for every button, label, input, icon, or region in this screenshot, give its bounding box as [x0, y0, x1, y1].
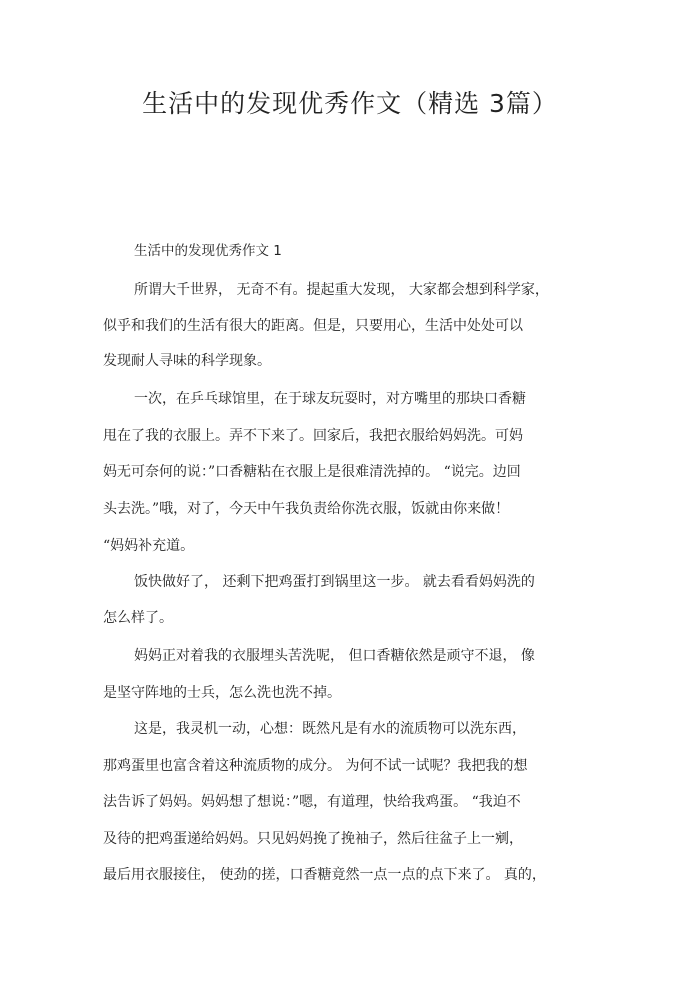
- paragraph-line: 是坚守阵地的士兵，怎么洗也洗不掉。: [103, 685, 341, 701]
- paragraph-line: 那鸡蛋里也富含着这种流质物的成分。 为何不试一试呢？我把我的想: [103, 758, 528, 774]
- paragraph-line: 法告诉了妈妈。妈妈想了想说：”嗯，有道理，快给我鸡蛋。 “我迫不: [103, 794, 521, 810]
- paragraph-line: 发现耐人寻味的科学现象。: [103, 353, 271, 369]
- paragraph-line: 最后用衣服接住， 使劲的搓，口香糖竟然一点一点的点下来了。 真的，: [103, 867, 546, 883]
- paragraph-line: 所谓大千世界， 无奇不有。提起重大发现， 大家都会想到科学家，: [134, 282, 549, 298]
- paragraph-line: 头去洗。”哦，对了，今天中午我负责给你洗衣服，饭就由你来做！: [103, 501, 510, 517]
- document-title: 生活中的发现优秀作文（精选 3篇）: [142, 89, 558, 118]
- paragraph-line: 似乎和我们的生活有很大的距离。但是，只要用心，生活中处处可以: [103, 318, 523, 334]
- paragraph-line: 这是，我灵机一动，心想：既然凡是有水的流质物可以洗东西，: [134, 721, 526, 737]
- paragraph-line: 饭快做好了， 还剩下把鸡蛋打到锅里这一步。 就去看看妈妈洗的: [134, 574, 535, 590]
- paragraph-line: 一次，在乒乓球馆里，在于球友玩耍时，对方嘴里的那块口香糖: [134, 391, 526, 407]
- paragraph-line: 妈妈正对着我的衣服埋头苦洗呢， 但口香糖依然是顽守不退， 像: [134, 648, 535, 664]
- paragraph-line: “妈妈补充道。: [103, 538, 195, 554]
- paragraph-line: 及待的把鸡蛋递给妈妈。只见妈妈挽了挽袖子，然后往盆子上一剜，: [103, 831, 523, 847]
- essay-heading: 生活中的发现优秀作文 1: [134, 243, 282, 259]
- paragraph-line: 甩在了我的衣服上。弄不下来了。回家后，我把衣服给妈妈洗。可妈: [103, 428, 523, 444]
- paragraph-line: 妈无可奈何的说：”口香糖粘在衣服上是很难清洗掉的。 “说完。边回: [103, 464, 521, 480]
- paragraph-line: 怎么样了。: [103, 610, 173, 626]
